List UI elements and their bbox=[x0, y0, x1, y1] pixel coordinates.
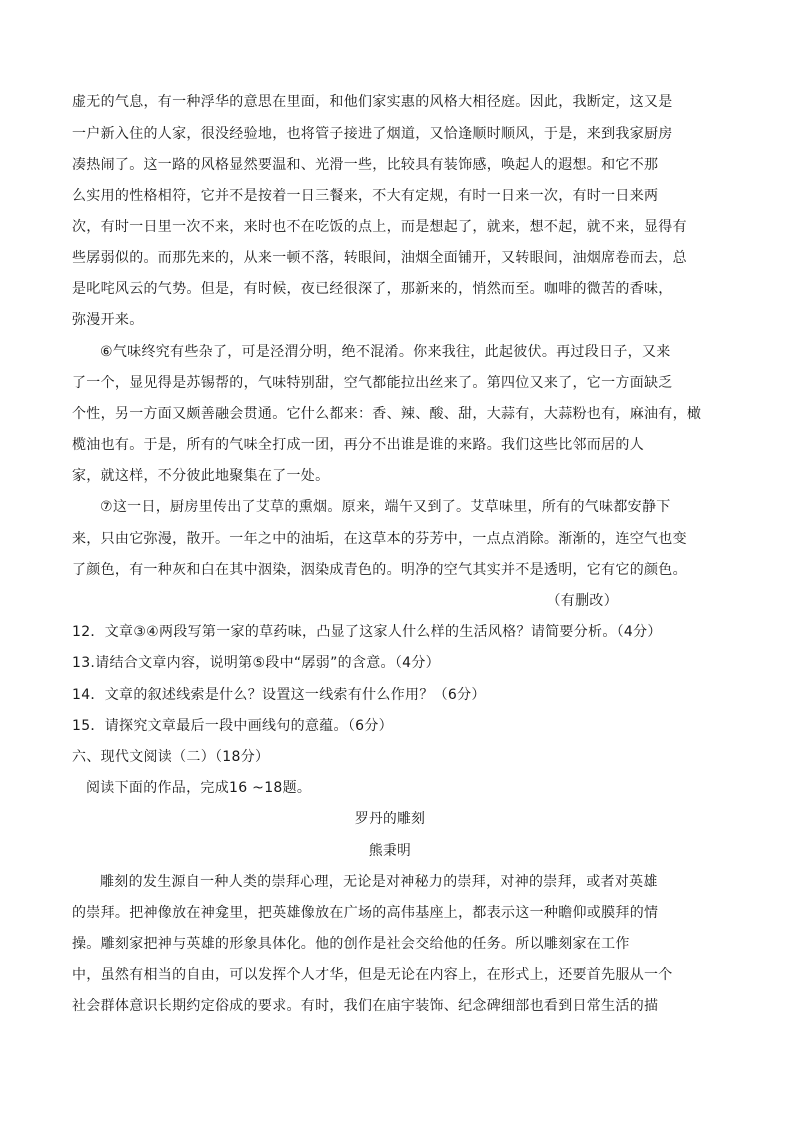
source-note: （有删改） bbox=[546, 593, 618, 609]
section-heading: 六、现代文阅读（二）（18分） bbox=[72, 749, 270, 765]
essay-line: 的崇拜。把神像放在神龛里，把英雄像放在广场的高伟基座上，都表示这一种瞻仰或膜拜的情 bbox=[72, 905, 659, 921]
question-13: 13.请结合文章内容，说明第⑤段中“孱弱”的含意。（4分） bbox=[72, 655, 440, 671]
question-14: 14．文章的叙述线索是什么？设置这一线索有什么作用？（6分） bbox=[72, 687, 486, 703]
body-line: 个性，另一方面又颇善融会贯通。它什么都来：香、辣、酸、甜，大蒜有，大蒜粉也有，麻油有，橄 bbox=[72, 406, 702, 422]
body-line: 次，有时一日里一次不来，来时也不在吃饭的点上，而是想起了，就来，想不起，就不来，显得有 bbox=[72, 219, 687, 235]
body-line: 些孱弱似的。而那先来的，从来一顿不落，转眼间，油烟全面铺开，又转眼间，油烟席卷而去，总 bbox=[72, 250, 687, 266]
paragraph-6-start: ⑥气味终究有些杂了，可是泾渭分明，绝不混淆。你来我往，此起彼伏。再过段日子，又来 bbox=[100, 344, 671, 360]
essay-title: 罗丹的雕刻 bbox=[354, 811, 426, 827]
essay-line: 中，虽然有相当的自由，可以发挥个人才华，但是无论在内容上，在形式上，还要首先服从一个 bbox=[72, 967, 673, 983]
essay-line: 操。雕刻家把神与英雄的形象具体化。他的创作是社会交给他的任务。所以雕刻家在工作 bbox=[72, 936, 630, 952]
body-line: 了一个，显见得是苏锡帮的，气味特别甜，空气都能拉出丝来了。第四位又来了，它一方面缺乏 bbox=[72, 375, 673, 391]
paragraph-7-start: ⑦这一日，厨房里传出了艾草的熏烟。原来，端午又到了。艾草味里，所有的气味都安静下 bbox=[100, 499, 671, 515]
instruction: 阅读下面的作品，完成16 ~18题。 bbox=[86, 780, 312, 796]
body-line: 家，就这样，不分彼此地聚集在了一处。 bbox=[72, 468, 330, 484]
body-line: 来，只由它弥漫，散开。一年之中的油垢，在这草本的芬芳中，一点点消除。渐渐的，连空气也变 bbox=[72, 531, 687, 547]
body-line: 榄油也有。于是，所有的气味全打成一团，再分不出谁是谁的来路。我们这些比邻而居的人 bbox=[72, 437, 644, 453]
body-line: 凑热闹了。这一路的风格显然要温和、光滑一些，比较具有装饰感，唤起人的遐想。和它不那 bbox=[72, 157, 659, 173]
question-15: 15．请探究文章最后一段中画线句的意蕴。（6分） bbox=[72, 718, 393, 734]
body-line: 一户新入住的人家，很没经验地，也将管子接进了烟道，又恰逢顺时顺风，于是，来到我家厨房 bbox=[72, 126, 673, 142]
body-line: 弥漫开来。 bbox=[72, 312, 144, 328]
question-12: 12．文章③④两段写第一家的草药味，凸显了这家人什么样的生活风格？请简要分析。（4分） bbox=[72, 624, 662, 640]
body-line: 了颜色，有一种灰和白在其中洇染，洇染成青色的。明净的空气其实并不是透明，它有它的颜色。 bbox=[72, 562, 687, 578]
essay-line: 雕刻的发生源自一种人类的崇拜心理，无论是对神秘力的崇拜，对神的崇拜，或者对英雄 bbox=[100, 874, 658, 890]
body-line: 么实用的性格相符，它并不是按着一日三餐来，不大有定规，有时一日来一次，有时一日来两 bbox=[72, 188, 659, 204]
body-line: 虚无的气息，有一种浮华的意思在里面，和他们家实惠的风格大相径庭。因此，我断定，这又是 bbox=[72, 94, 673, 110]
essay-author: 熊秉明 bbox=[368, 843, 412, 859]
body-line: 是叱咤风云的气势。但是，有时候，夜已经很深了，那新来的，悄然而至。咖啡的微苦的香味， bbox=[72, 281, 673, 297]
essay-line: 社会群体意识长期约定俗成的要求。有时，我们在庙宇装饰、纪念碑细部也看到日常生活的描 bbox=[72, 998, 659, 1014]
